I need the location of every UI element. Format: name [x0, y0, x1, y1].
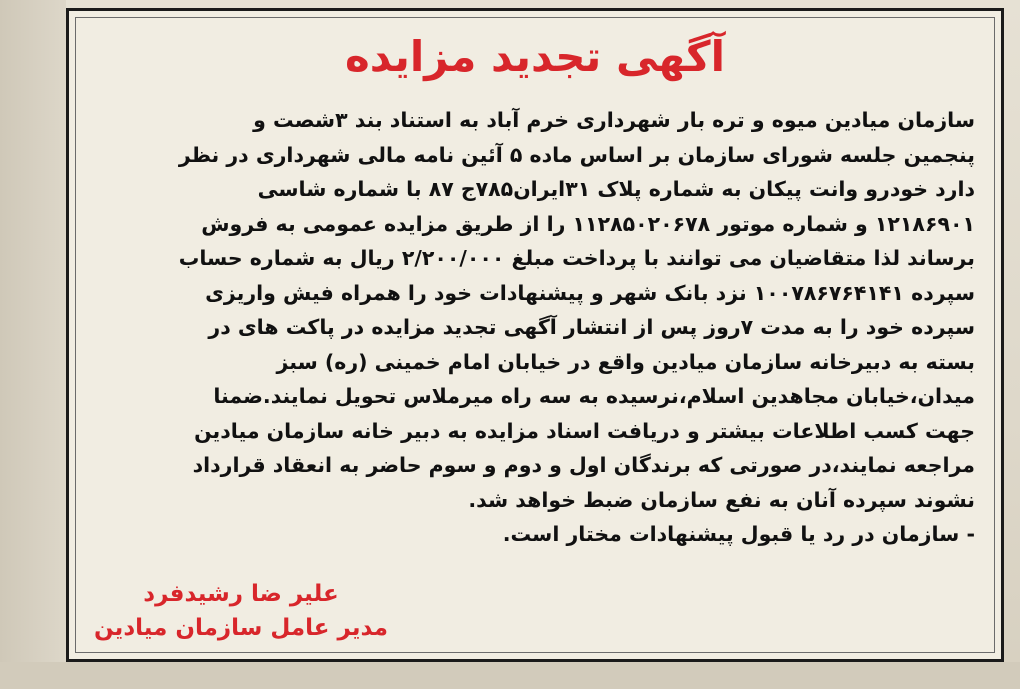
notice-line: مراجعه نمایند،در صورتی که برندگان اول و دوم و سوم حاضر به انعقاد قرارداد — [192, 453, 975, 477]
notice-title: آگهی تجدید مزایده — [345, 32, 725, 81]
notice-line: نشوند سپرده آنان به نفع سازمان ضبط خواهد شد. — [468, 487, 975, 512]
notice-line: - سازمان در رد یا قبول پیشنهادات مختار است. — [502, 522, 975, 546]
notice-line: پنجمین جلسه شورای سازمان بر اساس ماده ۵ آئین نامه مالی شهرداری در نظر — [178, 142, 975, 167]
notice-line: سپرده ۱۰۰۷۸۶۷۶۴۱۴۱ نزد بانک شهر و پیشنهادات خود را همراه فیش واریزی — [205, 280, 975, 305]
signatory-title: مدیر عامل سازمان میادین — [93, 615, 388, 641]
notice-body — [95, 103, 975, 552]
signatory-name: علیر ضا رشیدفرد — [143, 581, 339, 607]
notice-line: میدان،خیابان مجاهدین اسلام،نرسیده به سه راه میرملاس تحویل نمایند.ضمنا — [213, 384, 975, 408]
notice-line: بسته به دبیرخانه سازمان میادین واقع در خیابان امام خمینی (ره) سبز — [276, 349, 975, 374]
signature-block — [91, 577, 391, 645]
page-margin — [0, 0, 66, 689]
notice-line: برساند لذا متقاضیان می توانند با پرداخت مبلغ ۲/۲۰۰/۰۰۰ ریال به شماره حساب — [178, 246, 975, 270]
notice-line: سپرده خود را به مدت ۷روز پس از انتشار آگهی تجدید مزایده در پاکت های در — [208, 315, 975, 339]
notice-line: ۱۲۱۸۶۹۰۱ و شماره موتور ۱۱۲۸۵۰۲۰۶۷۸ را از طریق مزایده عمومی به فروش — [201, 211, 975, 236]
notice-line: دارد خودرو وانت پیکان به شماره پلاک ۳۱ایران۷۸۵ج ۸۷ با شماره شاسی — [257, 177, 975, 201]
auction-notice — [66, 8, 1004, 662]
page-bottom-margin — [0, 662, 1020, 689]
notice-line: جهت کسب اطلاعات بیشتر و دریافت اسناد مزایده به دبیر خانه سازمان میادین — [194, 418, 975, 443]
notice-line: سازمان میادین میوه و تره بار شهرداری خرم آباد به استناد بند ۳شصت و — [253, 108, 975, 132]
